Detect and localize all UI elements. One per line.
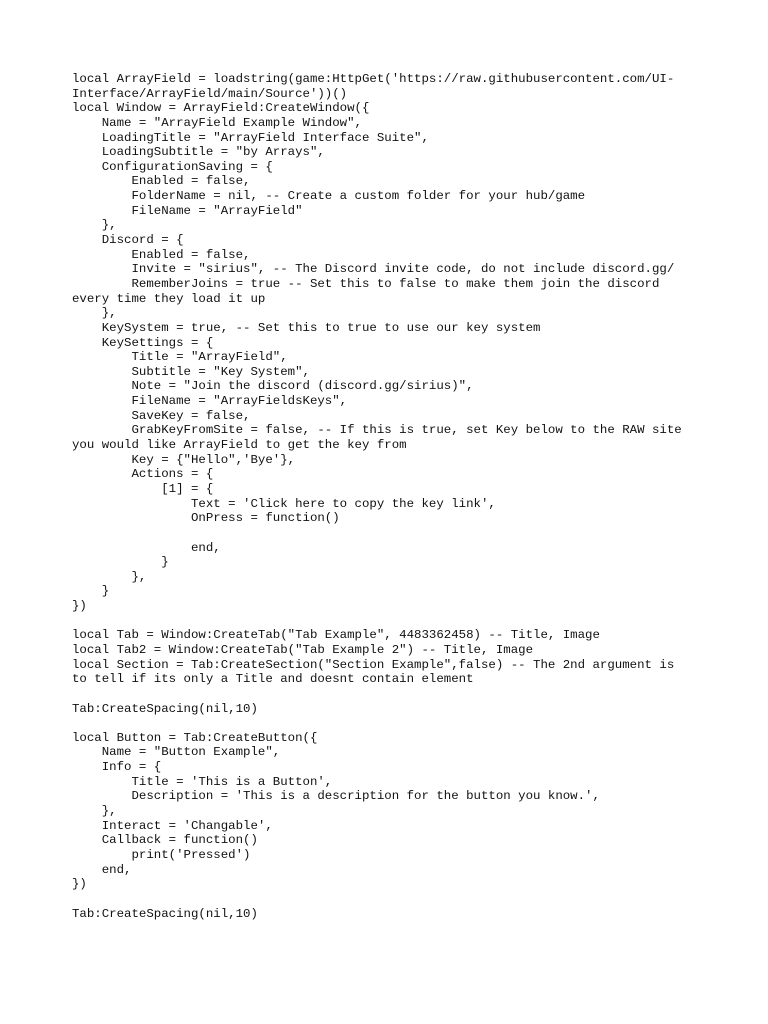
code-line: [1] = { <box>72 481 214 496</box>
code-line: SaveKey = false, <box>72 408 251 423</box>
code-line: Tab:CreateSpacing(nil,10) <box>72 906 258 921</box>
code-line: Discord = { <box>72 233 184 248</box>
code-line: FileName = "ArrayFieldsKeys", <box>72 394 348 409</box>
code-line: Text = 'Click here to copy the key link', <box>72 496 496 511</box>
code-line: Invite = "sirius", -- The Discord invite code, do not include discord.gg/ <box>72 262 675 277</box>
code-line: every time they load it up <box>72 291 266 306</box>
code-line: Enabled = false, <box>72 247 251 262</box>
code-line: Key = {"Hello",'Bye'}, <box>72 452 296 467</box>
code-line: Enabled = false, <box>72 174 251 189</box>
code-line: }, <box>72 569 147 584</box>
code-line: local Tab2 = Window:CreateTab("Tab Example 2") -- Title, Image <box>72 642 534 657</box>
code-line: FolderName = nil, -- Create a custom folder for your hub/game <box>72 189 586 204</box>
code-line: OnPress = function() <box>72 511 340 526</box>
code-line: local Window = ArrayField:CreateWindow({ <box>72 101 370 116</box>
code-line: to tell if its only a Title and doesnt contain element <box>72 672 474 687</box>
code-line: GrabKeyFromSite = false, -- If this is true, set Key below to the RAW site <box>72 423 682 438</box>
code-line: you would like ArrayField to get the key from <box>72 438 407 453</box>
code-line: Description = 'This is a description for the button you know.', <box>72 789 600 804</box>
code-line: end, <box>72 540 221 555</box>
code-line: }) <box>72 877 87 892</box>
code-line <box>72 716 702 731</box>
code-line: Tab:CreateSpacing(nil,10) <box>72 701 258 716</box>
code-line: Note = "Join the discord (discord.gg/sirius)", <box>72 379 474 394</box>
code-line: Interface/ArrayField/main/Source'))() <box>72 86 348 101</box>
code-line: local ArrayField = loadstring(game:HttpGet('https://raw.githubusercontent.com/UI- <box>72 72 675 86</box>
code-line: Subtitle = "Key System", <box>72 364 310 379</box>
code-line: Name = "ArrayField Example Window", <box>72 115 362 130</box>
code-line: RememberJoins = true -- Set this to false to make them join the discord <box>72 276 660 291</box>
code-line: }, <box>72 306 117 321</box>
code-line <box>72 614 702 629</box>
code-line: KeySettings = { <box>72 335 214 350</box>
code-line: LoadingTitle = "ArrayField Interface Suite", <box>72 130 429 145</box>
code-line: local Button = Tab:CreateButton({ <box>72 730 318 745</box>
code-line: local Section = Tab:CreateSection("Section Example",false) -- The 2nd argument is <box>72 657 675 672</box>
code-line: Title = 'This is a Button', <box>72 774 333 789</box>
code-line: LoadingSubtitle = "by Arrays", <box>72 145 325 160</box>
code-line: end, <box>72 862 132 877</box>
code-line: FileName = "ArrayField" <box>72 203 303 218</box>
code-line <box>72 526 702 541</box>
code-line: Name = "Button Example", <box>72 745 281 760</box>
code-line: Callback = function() <box>72 833 258 848</box>
code-line: }, <box>72 218 117 233</box>
code-line: KeySystem = true, -- Set this to true to use our key system <box>72 320 541 335</box>
code-line: } <box>72 555 169 570</box>
code-line: ConfigurationSaving = { <box>72 159 273 174</box>
code-block <box>72 72 702 921</box>
code-line: Title = "ArrayField", <box>72 350 288 365</box>
code-line: Actions = { <box>72 467 214 482</box>
code-line <box>72 687 702 702</box>
code-line: } <box>72 584 110 599</box>
code-line: }) <box>72 599 87 614</box>
code-line: }, <box>72 804 117 819</box>
code-line <box>72 892 702 907</box>
code-line: local Tab = Window:CreateTab("Tab Example", 4483362458) -- Title, Image <box>72 628 600 643</box>
code-line: Interact = 'Changable', <box>72 818 273 833</box>
code-line: Info = { <box>72 760 162 775</box>
code-line: print('Pressed') <box>72 847 251 862</box>
